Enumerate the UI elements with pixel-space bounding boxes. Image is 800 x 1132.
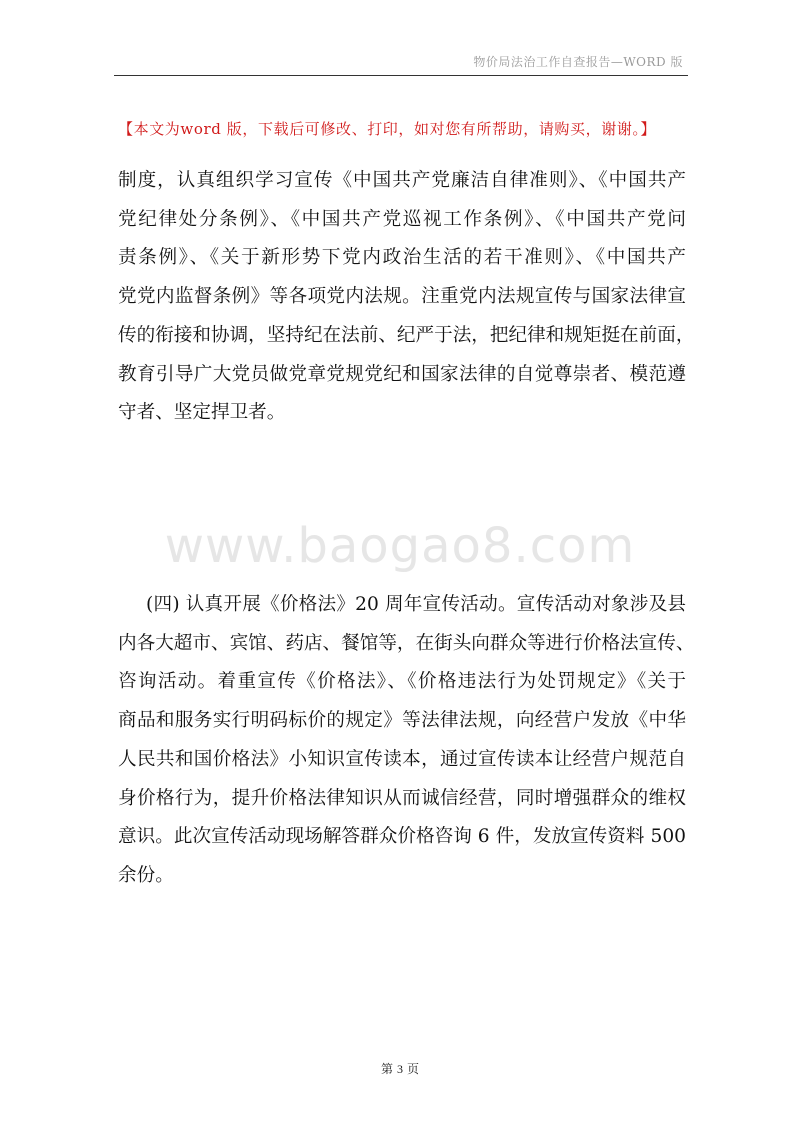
text-line: 意识。此次宣传活动现场解答群众价格咨询 6 件，发放宣传资料 500 xyxy=(118,826,686,848)
header-divider xyxy=(114,75,688,76)
text-line: 教育引导广大党员做党章党规党纪和国家法律的自觉尊崇者、模范遵 xyxy=(118,363,686,385)
page-number-suffix: 页 xyxy=(407,1062,420,1076)
text-line: (四) 认真开展《价格法》20 周年宣传活动。宣传活动对象涉及县 xyxy=(146,594,686,615)
document-header-title: 物价局法治工作自查报告—WORD 版 xyxy=(473,55,683,69)
watermark: www.baogao8.com xyxy=(164,518,636,574)
download-notice: 【本文为word 版，下载后可修改、打印，如对您有所帮助，请购买，谢谢。】 xyxy=(118,120,657,138)
page-number-value: 3 xyxy=(397,1062,403,1076)
text-line: 余份。 xyxy=(118,864,174,886)
paragraph-party-regulations xyxy=(118,162,695,433)
text-line: 内各大超市、宾馆、药店、餐馆等，在街头向群众等进行价格法宣传、 xyxy=(118,632,695,654)
page-number-prefix: 第 xyxy=(380,1062,393,1076)
paragraph-price-law-campaign xyxy=(118,586,695,896)
text-line: 咨询活动。着重宣传《价格法》、《价格违法行为处罚规定》《关于 xyxy=(118,671,686,693)
page-number xyxy=(0,1060,800,1077)
text-line: 守者、坚定捍卫者。 xyxy=(118,402,286,424)
text-line: 身价格行为，提升价格法律知识从而诚信经营，同时增强群众的维权 xyxy=(118,787,686,809)
text-line: 商品和服务实行明码标价的规定》等法律法规，向经营户发放《中华 xyxy=(118,710,686,732)
text-line: 党党内监督条例》等各项党内法规。注重党内法规宣传与国家法律宣 xyxy=(118,286,686,308)
text-line: 传的衔接和协调，坚持纪在法前、纪严于法，把纪律和规矩挺在前面， xyxy=(118,324,695,346)
text-line: 人民共和国价格法》小知识宣传读本，通过宣传读本让经营户规范自 xyxy=(118,748,686,770)
text-line: 责条例》、《关于新形势下党内政治生活的若干准则》、《中国共产 xyxy=(118,247,686,269)
text-line: 党纪律处分条例》、《中国共产党巡视工作条例》、《中国共产党问 xyxy=(118,208,686,230)
text-line: 制度，认真组织学习宣传《中国共产党廉洁自律准则》、《中国共产 xyxy=(118,170,686,191)
